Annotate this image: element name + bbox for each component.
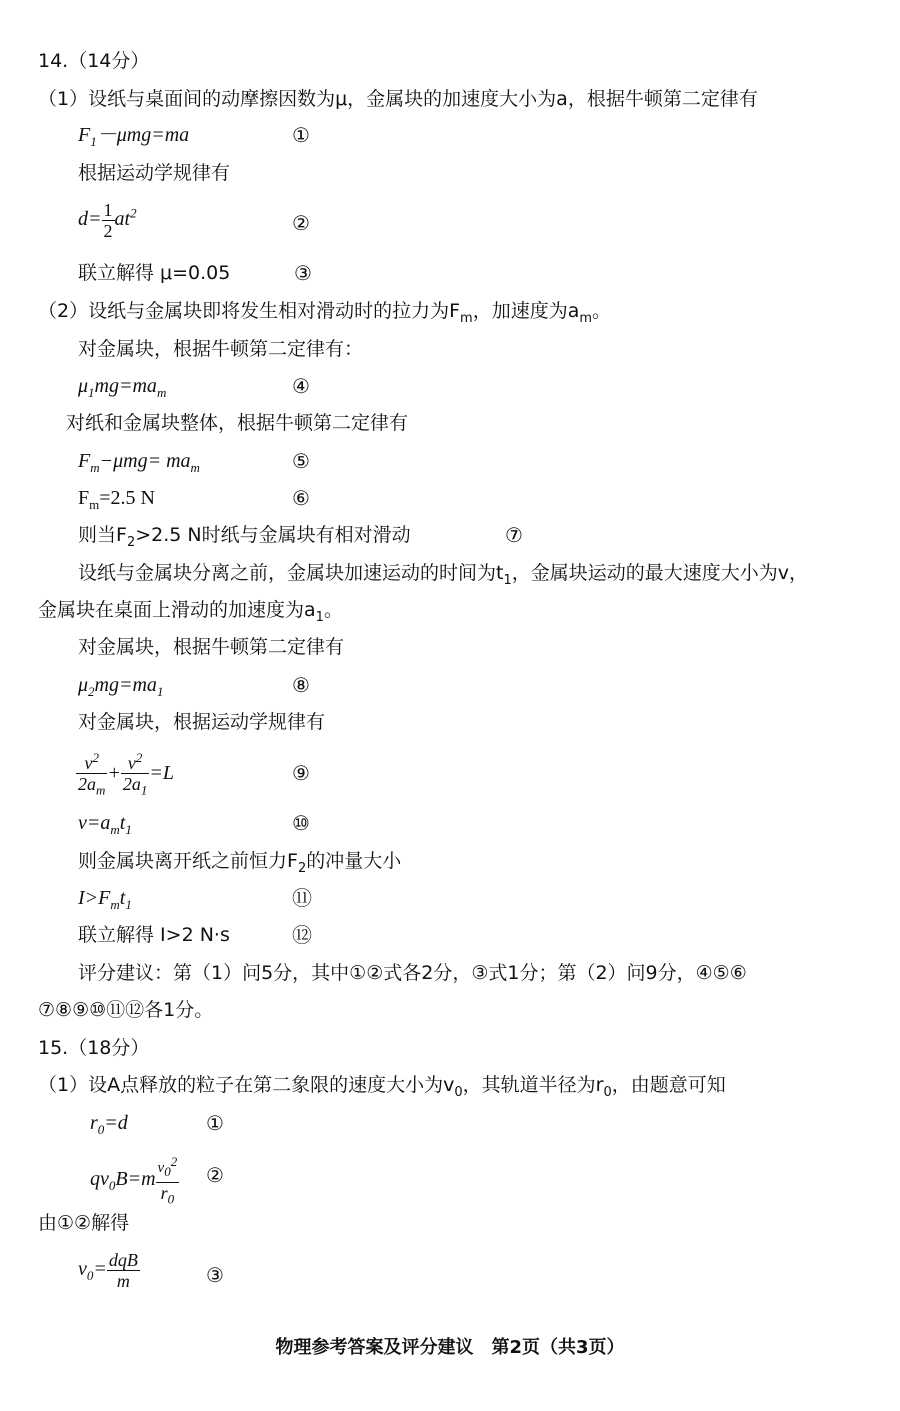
q14-para-separation-1: 设纸与金属块分离之前，金属块加速运动的时间为$t_1$，金属块运动的最大速度大小为v， <box>78 562 808 588</box>
eq-mark-8: ⑧ <box>292 673 310 697</box>
eq-mark-11: ⑪ <box>292 886 312 910</box>
eq-mark-3: ③ <box>294 261 312 285</box>
q15-eq2-den: $r_0$ <box>156 1182 180 1210</box>
q14-eq8: $\mu_2mg=ma_1$ <box>78 674 164 699</box>
q14-header: 14.（14分） <box>38 50 150 72</box>
q15-text-solve: 由①②解得 <box>38 1212 130 1234</box>
q14-text-newton-block-2: 对金属块，根据牛顿第二定律有 <box>78 636 345 658</box>
eq9-num-2: $v^2$ <box>127 750 143 773</box>
q15-eq3-num: dqB <box>108 1250 138 1270</box>
q14-text-impulse: 则金属块离开纸之前恒力$F_2$的冲量大小 <box>78 850 402 876</box>
eq-mark-12: ⑫ <box>292 923 312 947</box>
q15-eq2-num: $v_0^2$ <box>157 1154 178 1179</box>
q15-part1-intro: （1）设A点释放的粒子在第二象限的速度大小为$v_0$，其轨道半径为$r_0$，由题意可知 <box>38 1074 726 1100</box>
eq2-denominator: 2 <box>103 221 113 241</box>
eq-mark-1: ① <box>292 123 310 147</box>
q15-eq3-lhs: $v_0=$ <box>78 1258 107 1284</box>
q14-scoring-line-2: ⑦⑧⑨⑩⑪⑫各1分。 <box>38 999 214 1021</box>
q14-eq11: $I>F_mt_1$ <box>78 887 132 912</box>
page-footer: 物理参考答案及评分建议 第2页（共3页） <box>275 1337 625 1358</box>
q14-eq12: 联立解得 I>2 N·s <box>78 924 230 946</box>
q15-header: 15.（18分） <box>38 1037 150 1059</box>
eq-mark-9: ⑨ <box>292 761 310 785</box>
q14-text-kinematics: 根据运动学规律有 <box>78 162 231 184</box>
q14-scoring-line-1: 评分建议：第（1）问5分，其中①②式各2分，③式1分；第（2）问9分，④⑤⑥ <box>78 962 747 984</box>
eq-mark-4: ④ <box>292 374 310 398</box>
eq2-numerator: 1 <box>103 200 113 220</box>
q14-eq6: $F_m=2.5$ N <box>78 487 155 512</box>
eq-mark-10: ⑩ <box>292 811 310 835</box>
q15-eq-mark-2: ② <box>206 1163 224 1187</box>
eq9-fraction-1 <box>76 748 107 801</box>
eq9-den-2: $2a_1$ <box>121 773 150 801</box>
q15-eq-mark-1: ① <box>206 1111 224 1135</box>
eq9-rhs: =L <box>149 761 175 784</box>
q15-eq-mark-3: ③ <box>206 1263 224 1287</box>
q14-eq2 <box>78 200 137 241</box>
eq9-den-1: $2a_m$ <box>76 773 107 801</box>
q14-eq7: 则当$F_2>2.5$ N时纸与金属块有相对滑动 <box>78 524 411 550</box>
q14-text-kinematics-2: 对金属块，根据运动学规律有 <box>78 711 326 733</box>
q14-eq4: $\mu_1mg=ma_m$ <box>78 375 167 400</box>
q15-eq2-lhs: $qv_0B=m$ <box>90 1168 156 1194</box>
q15-eq3-den: m <box>107 1270 140 1291</box>
eq-mark-7: ⑦ <box>505 523 523 547</box>
eq2-fraction <box>102 200 115 241</box>
q15-eq1: $r_0=d$ <box>90 1112 128 1137</box>
eq9-plus: + <box>107 761 121 784</box>
q14-para-separation-2: 金属块在桌面上滑动的加速度为$a_1$。 <box>38 599 343 625</box>
q15-eq3 <box>78 1250 140 1291</box>
eq9-num-1: $v^2$ <box>84 750 99 773</box>
eq-mark-2: ② <box>292 211 310 235</box>
eq-mark-5: ⑤ <box>292 449 310 473</box>
eq2-lhs: d= <box>78 208 102 231</box>
q14-eq3: 联立解得 μ=0.05 <box>78 262 231 284</box>
eq9-fraction-2 <box>121 748 150 801</box>
q14-part1-intro: （1）设纸与桌面间的动摩擦因数为μ，金属块的加速度大小为a，根据牛顿第二定律有 <box>38 88 758 110</box>
q14-eq10: $v=a_mt_1$ <box>78 812 132 837</box>
q15-eq3-fraction <box>107 1250 140 1291</box>
q15-eq2-fraction <box>156 1152 180 1210</box>
q14-eq9 <box>76 748 174 801</box>
q14-text-newton-block: 对金属块，根据牛顿第二定律有： <box>78 338 364 360</box>
q14-part2-intro: （2）设纸与金属块即将发生相对滑动时的拉力为$F_m$，加速度为$a_m$。 <box>38 300 612 326</box>
eq2-rhs: $at^2$ <box>114 205 137 231</box>
q14-eq1: $F_1-\mu mg=ma$ <box>78 124 190 149</box>
q14-eq5: $F_m-\mu mg= ma_m$ <box>78 450 200 475</box>
eq-mark-6: ⑥ <box>292 486 310 510</box>
q15-eq2 <box>90 1152 179 1210</box>
q14-text-newton-system: 对纸和金属块整体，根据牛顿第二定律有 <box>66 412 409 434</box>
